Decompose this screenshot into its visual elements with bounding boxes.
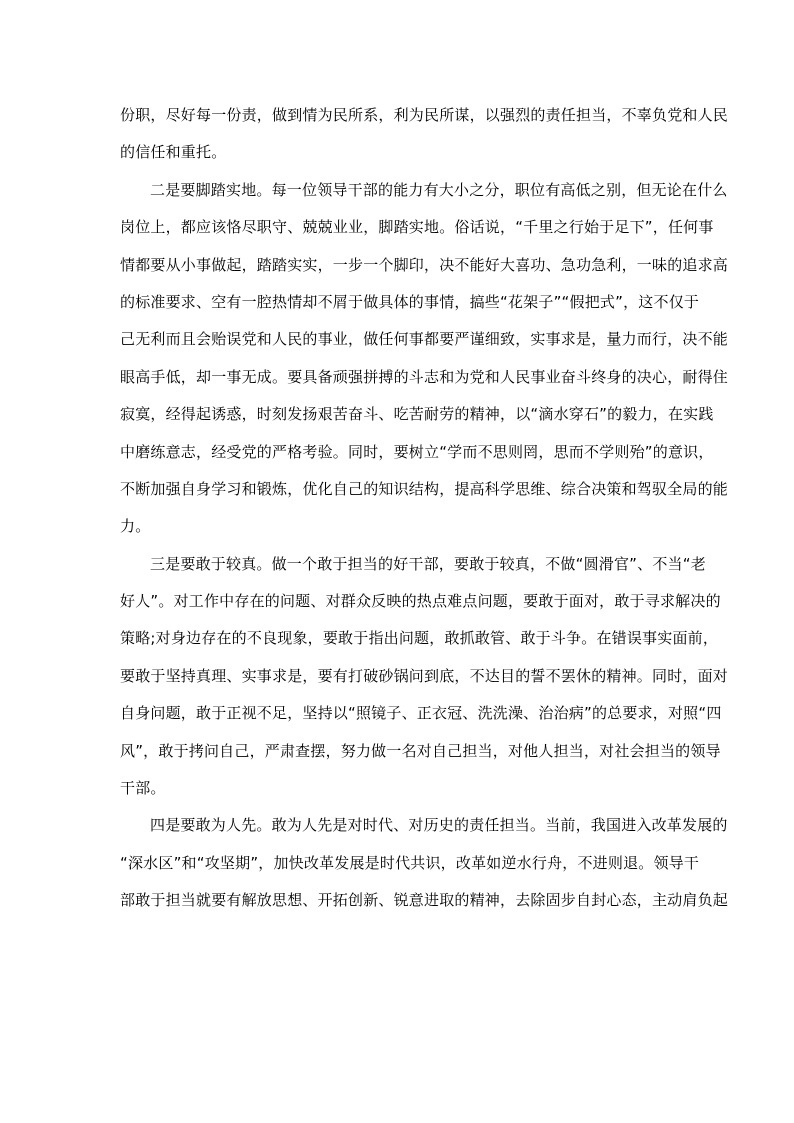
text-line: 情都要从小事做起，踏踏实实，一步一个脚印，决不能好大喜功、急功急利，一味的追求高 xyxy=(120,255,729,274)
text-line: 眼高手低，却一事无成。要具备顽强拼搏的斗志和为党和人民事业奋斗终身的决心，耐得住 xyxy=(120,367,729,386)
text-line: 份职，尽好每一份责，做到情为民所系，利为民所谋，以强烈的责任担当，不辜负党和人民 xyxy=(120,106,729,124)
text-line: 中磨练意志，经受党的严格考验。同时，要树立“学而不思则罔，思而不学则殆”的意识， xyxy=(120,442,714,461)
text-line: 策略;对身边存在的不良现象，要敢于指出问题，敢抓敢管、敢于斗争。在错误事实面前， xyxy=(120,629,719,648)
text-line: 好人”。对工作中存在的问题、对群众反映的热点难点问题，要敢于面对，敢于寻求解决的 xyxy=(120,592,721,611)
paragraph-start-line: 四是要敢为人先。敢为人先是对时代、对历史的责任担当。当前，我国进入改革发展的 xyxy=(150,816,728,835)
text-line: 不断加强自身学习和锻炼，优化自己的知识结构，提高科学思维、综合决策和驾驭全局的能 xyxy=(120,479,729,498)
body-text xyxy=(120,97,729,920)
text-line: 部敢于担当就要有解放思想、开拓创新、锐意进取的精神，去除固步自封心态，主动肩负起 xyxy=(120,891,729,910)
text-line: 岗位上，都应该恪尽职守、兢兢业业，脚踏实地。俗话说，“千里之行始于足下”，任何事 xyxy=(120,218,714,237)
text-line: 寂寞，经得起诱惑，时刻发扬艰苦奋斗、吃苦耐劳的精神，以“滴水穿石”的毅力，在实践 xyxy=(120,405,714,424)
text-line: 风”，敢于拷问自己，严肃查摆，努力做一名对自己担当，对他人担当，对社会担当的领导 xyxy=(120,741,721,760)
text-line: 干部。 xyxy=(120,779,166,798)
text-line: “深水区”和“攻坚期”，加快改革发展是时代共识，改革如逆水行舟，不进则退。领导干 xyxy=(120,853,700,872)
paragraph-start-line: 三是要敢于较真。做一个敢于担当的好干部，要敢于较真，不做“圆滑官”、不当“老 xyxy=(150,554,706,573)
paragraph-start-line: 二是要脚踏实地。每一位领导干部的能力有大小之分，职位有高低之别，但无论在什么 xyxy=(150,180,728,199)
text-line: 己无利而且会贻误党和人民的事业，做任何事都要严谨细致，实事求是，量力而行，决不能 xyxy=(120,330,729,349)
text-line: 的信任和重托。 xyxy=(120,143,227,162)
text-line: 力。 xyxy=(120,517,151,536)
text-line: 自身问题，敢于正视不足，坚持以“照镜子、正衣冠、洗洗澡、治治病”的总要求，对照“四 xyxy=(120,704,722,723)
text-line: 要敢于坚持真理、实事求是，要有打破砂锅问到底，不达目的誓不罢休的精神。同时，面对 xyxy=(120,666,729,685)
text-line: 的标准要求、空有一腔热情却不屑于做具体的事情，搞些“花架子”“假把式”，这不仅于 xyxy=(120,292,700,311)
